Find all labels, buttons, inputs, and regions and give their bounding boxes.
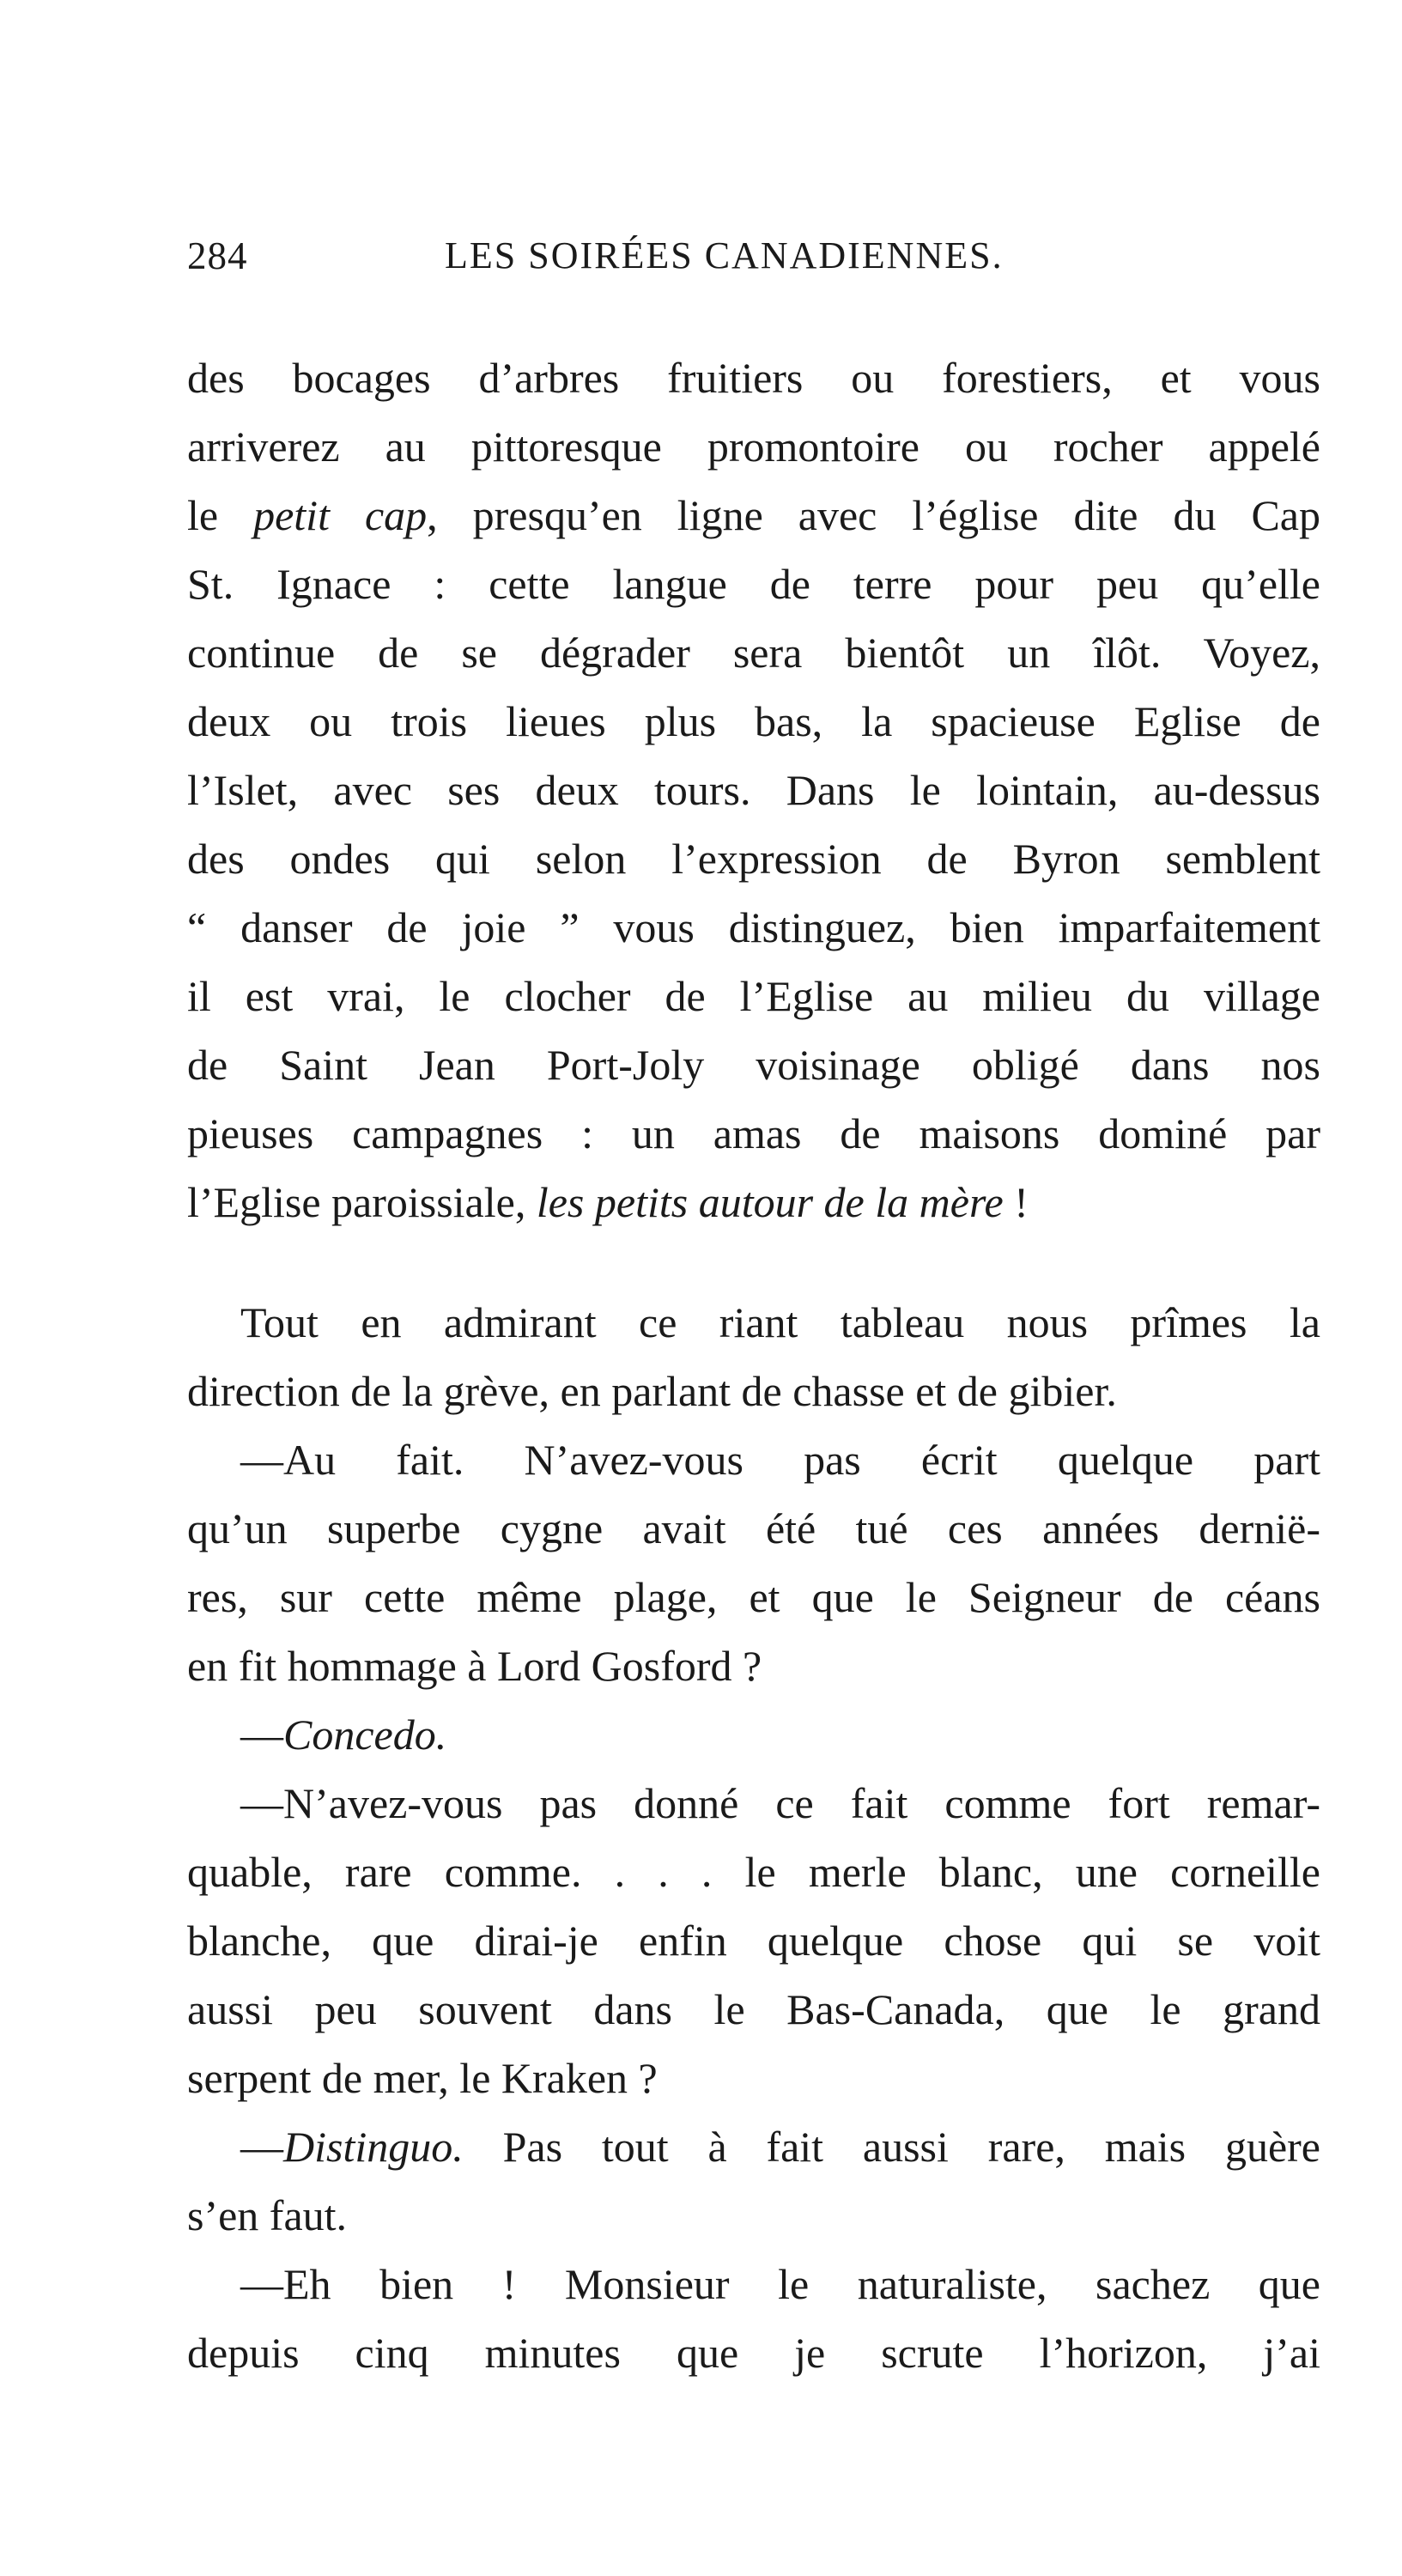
text-line bbox=[187, 1700, 1320, 1769]
text-line: des ondes qui selon l’expression de Byron semblent bbox=[187, 835, 1320, 883]
text-line: pieuses campagnes : un amas de maisons dominé par bbox=[187, 1109, 1320, 1157]
text-line: qu’un superbe cygne avait été tué ces années dernië- bbox=[187, 1504, 1320, 1552]
text-segment: l’Eglise paroissiale, bbox=[187, 1178, 537, 1226]
text-line: s’en faut. bbox=[187, 2191, 348, 2239]
text-segment: ! bbox=[1003, 1178, 1029, 1226]
text-line: deux ou trois lieues plus bas, la spacieuse Eglise de bbox=[187, 697, 1320, 745]
text-line bbox=[187, 1168, 1320, 1236]
body-text bbox=[187, 343, 1320, 2387]
text-segment: , presqu’en ligne avec l’église dite du Cap bbox=[427, 491, 1320, 539]
text-line: —N’avez-vous pas donné ce fait comme fort remar- bbox=[240, 1779, 1320, 1827]
text-line: depuis cinq minutes que je scrute l’horizon, j’ai bbox=[187, 2329, 1320, 2377]
text-line: “ danser de joie ” vous distinguez, bien imparfaitement bbox=[187, 903, 1320, 951]
italic-text: Distinguo. bbox=[283, 2123, 464, 2171]
text-segment: — bbox=[240, 2123, 283, 2171]
text-line: aussi peu souvent dans le Bas-Canada, que le grand bbox=[187, 1985, 1320, 2033]
paragraph-spacer bbox=[187, 1236, 1320, 1288]
text-segment: — bbox=[240, 1710, 283, 1759]
text-line: quable, rare comme. . . . le merle blanc, une corneille bbox=[187, 1848, 1320, 1896]
paragraph bbox=[187, 2112, 1320, 2250]
text-line: Tout en admirant ce riant tableau nous prîmes la bbox=[240, 1298, 1320, 1346]
text-line: —Au fait. N’avez-vous pas écrit quelque part bbox=[240, 1436, 1320, 1484]
italic-text: petit cap bbox=[253, 491, 428, 539]
italic-text: Concedo. bbox=[283, 1710, 447, 1759]
text-segment: Pas tout à fait aussi rare, mais guère bbox=[463, 2123, 1320, 2171]
text-line: —Eh bien ! Monsieur le naturaliste, sachez que bbox=[240, 2260, 1320, 2308]
paragraph bbox=[187, 343, 1320, 1236]
text-line: arriverez au pittoresque promontoire ou rocher appelé bbox=[187, 422, 1320, 471]
text-line: continue de se dégrader sera bientôt un îlôt. Voyez, bbox=[187, 629, 1320, 677]
text-line: direction de la grève, en parlant de chasse et de gibier. bbox=[187, 1367, 1117, 1415]
paragraph bbox=[187, 2250, 1320, 2387]
paragraph bbox=[187, 1288, 1320, 1425]
text-line: l’Islet, avec ses deux tours. Dans le lointain, au-dessus bbox=[187, 766, 1320, 814]
text-line bbox=[187, 481, 1320, 550]
italic-text: les petits autour de la mère bbox=[536, 1178, 1004, 1226]
text-line: de Saint Jean Port-Joly voisinage obligé dans nos bbox=[187, 1041, 1320, 1089]
paragraph bbox=[187, 1700, 1320, 1769]
text-line: blanche, que dirai-je enfin quelque chose qui se voit bbox=[187, 1917, 1320, 1965]
paragraph bbox=[187, 1769, 1320, 2112]
text-line: res, sur cette même plage, et que le Seigneur de céans bbox=[187, 1573, 1320, 1621]
page-number: 284 bbox=[187, 234, 248, 277]
text-line: serpent de mer, le Kraken ? bbox=[187, 2054, 658, 2102]
text-line bbox=[187, 2112, 1320, 2181]
text-line: il est vrai, le clocher de l’Eglise au milieu du village bbox=[187, 972, 1320, 1020]
text-line: St. Ignace : cette langue de terre pour peu qu’elle bbox=[187, 560, 1320, 608]
page-header bbox=[187, 234, 1320, 285]
text-segment: le bbox=[187, 491, 254, 539]
text-line: des bocages d’arbres fruitiers ou forestiers, et vous bbox=[187, 354, 1320, 402]
paragraph bbox=[187, 1425, 1320, 1700]
text-line: en fit hommage à Lord Gosford ? bbox=[187, 1642, 762, 1690]
running-title: LES SOIRÉES CANADIENNES. bbox=[445, 234, 1004, 276]
